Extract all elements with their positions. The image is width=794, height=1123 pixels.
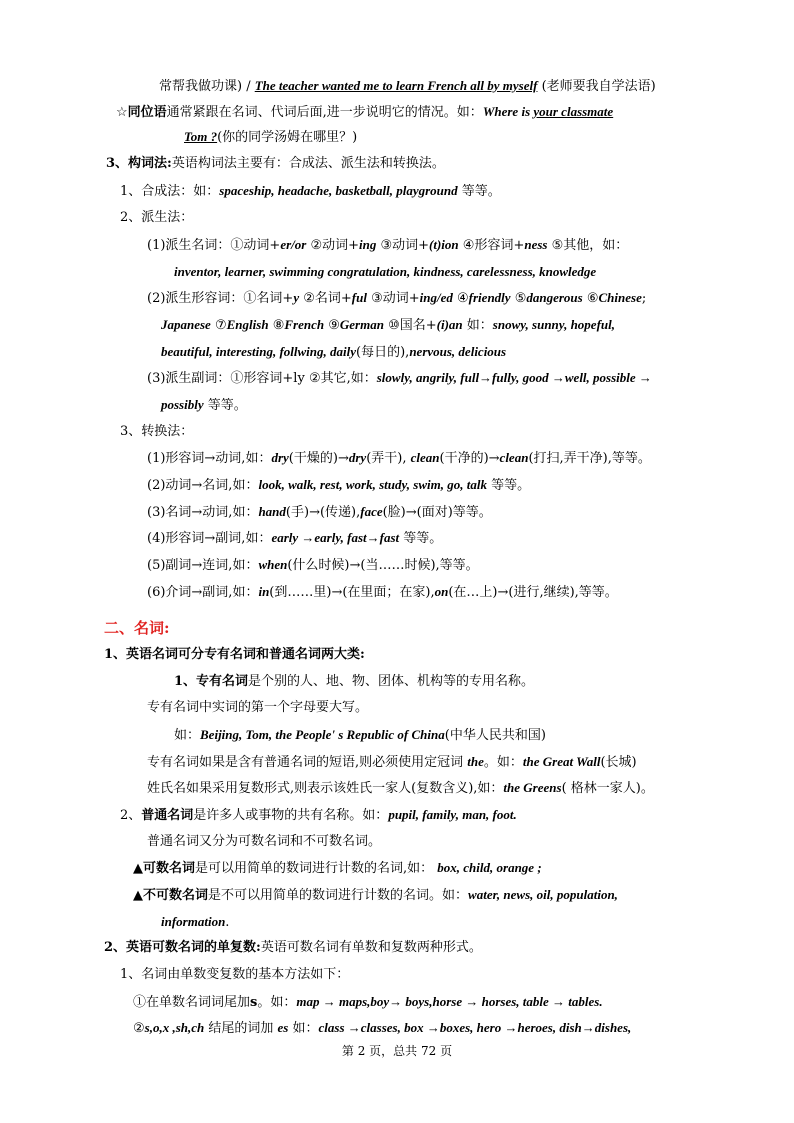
text-line: 如：Beijing, Tom, the People' s Republic of China(中华人民共和国) [174,727,546,743]
text-line: 姓氏名如果采用复数形式,则表示该姓氏一家人(复数含义),如：the Greens( 格林一家人)。 [147,780,654,796]
section-heading: 1、英语名词可分专有名词和普通名词两大类: [104,647,365,662]
text-line: possibly 等等。 [161,397,247,413]
text-line: 1、合成法：如：spaceship, headache, basketball, playground 等等。 [120,183,501,199]
text-line: ▲不可数名词是不可以用简单的数词进行计数的名词。如：water, news, oil, population, [133,887,618,903]
text-line: Tom ?(你的同学汤姆在哪里？) [184,129,358,145]
text-line: (2)派生形容词：①名词+y ②名词+ful ③动词+ing/ed ④friendly ⑤dangerous ⑥Chinese; [147,290,647,306]
text-line: 2、派生法： [120,210,194,225]
text-line: beautiful, interesting, follwing, daily(每日的),nervous, delicious [161,344,507,360]
text-line: 专有名词中实词的第一个字母要大写。 [147,700,369,715]
text-line: Japanese ⑦English ⑧French ⑨German ⑩国名+(i)an 如：snowy, sunny, hopeful, [161,317,615,333]
text-line: ①在单数名词词尾加s。如：map → maps,boy→ boys,horse → horses, table → tables. [133,994,603,1010]
text-line: (1)形容词→动词,如：dry(干燥的)→dry(弄干), clean(干净的)→clean(打扫,弄干净),等等。 [147,450,651,466]
text-line: 3、转换法： [120,424,194,439]
text-line: 2、普通名词是许多人或事物的共有名称。如：pupil, family, man, foot. [120,807,517,823]
text-line: 专有名词如果是含有普通名词的短语,则必须使用定冠词 the。如：the Great Wall(长城) [147,754,637,770]
text-line: 1、名词由单数变复数的基本方法如下： [120,967,350,982]
text-line: 常帮我做功课) / The teacher wanted me to learn French all by myself (老师要我自学法语) [159,78,656,94]
text-line: (1)派生名词：①动词+er/or ②动词+ing ③动词+(t)ion ④形容词+ness ⑤其他，如： [147,237,629,253]
text-line: (3)派生副词：①形容词+ly ②其它,如：slowly, angrily, full→fully, good →well, possible → [147,370,652,386]
text-line: 普通名词又分为可数名词和不可数名词。 [147,834,382,849]
text-line: 1、专有名词是个别的人、地、物、团体、机构等的专用名称。 [174,674,535,689]
text-line: (3)名词→动词,如：hand(手)→(传递),face(脸)→(面对)等等。 [147,504,492,520]
text-line: (4)形容词→副词,如：early →early, fast→fast 等等。 [147,530,443,546]
text-line: (6)介词→副词,如：in(到……里)→(在里面；在家),on(在…上)→(进行,继续),等等。 [147,584,618,600]
text-line: (2)动词→名词,如：look, walk, rest, work, study, swim, go, talk 等等。 [147,477,531,493]
text-line: ▲可数名词是可以用简单的数词进行计数的名词,如： box, child, orange ; [133,860,542,876]
page-footer: 第 2 页，总共 72 页 [341,1044,453,1058]
section-heading: 3、构词法:英语构词法主要有：合成法、派生法和转换法。 [106,156,445,171]
text-line: information. [161,914,230,930]
section-heading: 2、英语可数名词的单复数:英语可数名词有单数和复数两种形式。 [104,940,482,955]
text-line: ☆同位语通常紧跟在名词、代词后面,进一步说明它的情况。如：Where is your classmate [116,104,614,120]
text-line: ②s,o,x ,sh,ch 结尾的词加 es 如：class →classes, box →boxes, hero →heroes, dish→dishes, [133,1020,632,1036]
chapter-heading: 二、名词: [104,619,170,637]
text-line: inventor, learner, swimming congratulation, kindness, carelessness, knowledge [174,264,597,279]
text-line: (5)副词→连词,如：when(什么时候)→(当……时候),等等。 [147,557,479,573]
